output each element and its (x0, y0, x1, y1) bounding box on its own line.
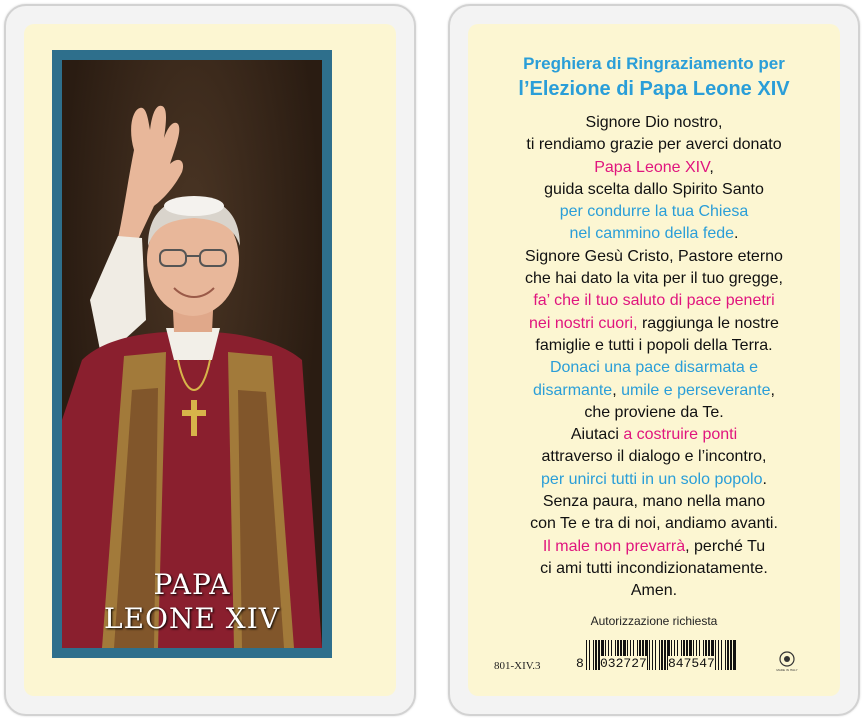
prayer-segment: fa’ che il tuo saluto di pace penetri (533, 292, 775, 310)
barcode-bar (730, 640, 732, 670)
prayer-segment: , (709, 158, 714, 176)
prayer-segment: Papa Leone XIV (594, 158, 710, 176)
prayer-line (450, 580, 858, 602)
barcode-bar (725, 640, 726, 670)
prayer-segment: nel cammino della fede (569, 225, 735, 243)
prayer-line (450, 223, 858, 245)
prayer-line (450, 380, 858, 402)
prayer-segment: Senza paura, mano nella mano (542, 493, 766, 511)
barcode-bar (586, 640, 587, 670)
prayer-segment: a costruire ponti (623, 426, 738, 444)
prayer-segment: nei nostri cuori, (529, 314, 642, 332)
barcode-bar (733, 640, 736, 670)
prayer-line (450, 290, 858, 312)
portrait-title-line1: PAPA (153, 568, 231, 601)
prayer-segment: umile e perseverante (621, 381, 771, 399)
product-code: 801-XIV.3 (494, 660, 541, 672)
prayer-line (450, 313, 858, 335)
prayer-line (450, 112, 858, 134)
barcode-bar (649, 640, 650, 670)
barcode-bar (652, 640, 653, 670)
made-in-italy-text: MADE IN ITALY (776, 668, 798, 672)
barcode-digit-first: 8 (576, 656, 584, 671)
barcode-bar (664, 640, 666, 670)
barcode-bar (659, 640, 660, 670)
prayer-line (450, 402, 858, 424)
barcode-bar (715, 640, 716, 670)
authorization-note: Autorizzazione richiesta (590, 614, 718, 628)
prayer-text (450, 112, 858, 603)
prayer-segment: Signore Dio nostro, (585, 114, 723, 131)
prayer-segment: raggiunga le nostre (641, 314, 779, 332)
prayer-line (450, 513, 858, 535)
prayer-segment: , perché Tu (685, 537, 766, 555)
portrait-title-line2: LEONE XIV (103, 602, 281, 635)
prayer-segment: per unirci tutti in un solo popolo (541, 470, 763, 488)
prayer-segment: ti rendiamo grazie per averci donato (526, 136, 782, 154)
prayer-segment: Aiutaci (570, 426, 624, 444)
prayer-line (450, 335, 858, 357)
prayer-line (450, 446, 858, 468)
barcode-bar (589, 640, 590, 670)
made-in-italy-logo-icon (776, 650, 798, 672)
prayer-segment: ci ami tutti incondizionatamente. (540, 559, 768, 577)
prayer-segment: Donaci una pace disarmata e (549, 359, 759, 377)
prayer-heading-line2: l’Elezione di Papa Leone XIV (518, 78, 790, 100)
barcode-digits-group1: 032727 (600, 656, 647, 671)
prayer-segment: con Te e tra di noi, andiamo avanti. (530, 515, 778, 533)
prayer-line (450, 246, 858, 268)
prayer-line (450, 536, 858, 558)
barcode-bar (595, 640, 597, 670)
portrait-frame (52, 50, 332, 658)
prayer-heading-line1: Preghiera di Ringraziamento per (523, 54, 785, 73)
prayer-segment: Amen. (630, 582, 678, 600)
prayer-line (450, 134, 858, 156)
barcode-bar (661, 640, 663, 670)
prayer-segment: attraverso il dialogo e l’incontro, (541, 448, 767, 466)
barcode-bar (721, 640, 722, 670)
prayer-segment: che hai dato la vita per il tuo gregge, (525, 270, 783, 288)
prayer-line (450, 424, 858, 446)
holy-card-front (4, 4, 416, 716)
prayer-segment: guida scelta dallo Spirito Santo (544, 180, 764, 198)
prayer-line (450, 268, 858, 290)
barcode-bar (655, 640, 656, 670)
prayer-segment: Signore Gesù Cristo, Pastore eterno (525, 247, 783, 265)
prayer-line (450, 179, 858, 201)
prayer-line (450, 357, 858, 379)
prayer-line (450, 201, 858, 223)
prayer-segment: disarmante (533, 381, 613, 399)
prayer-segment: famiglie e tutti i popoli della Terra. (535, 336, 773, 354)
prayer-line (450, 491, 858, 513)
prayer-line (450, 157, 858, 179)
barcode-bar (718, 640, 719, 670)
prayer-line (450, 469, 858, 491)
barcode-digits-group2: 847547 (668, 656, 715, 671)
prayer-segment: . (734, 225, 739, 243)
prayer-segment: che proviene da Te. (584, 403, 724, 421)
barcode-bar (727, 640, 729, 670)
prayer-segment: , (612, 381, 622, 399)
prayer-segment: per condurre la tua Chiesa (559, 203, 749, 221)
prayer-line (450, 558, 858, 580)
prayer-segment: , (770, 381, 775, 399)
prayer-segment: . (762, 470, 767, 488)
prayer-segment: Il male non prevarrà (542, 537, 686, 555)
holy-card-back (448, 4, 860, 716)
barcode-bar (593, 640, 594, 670)
